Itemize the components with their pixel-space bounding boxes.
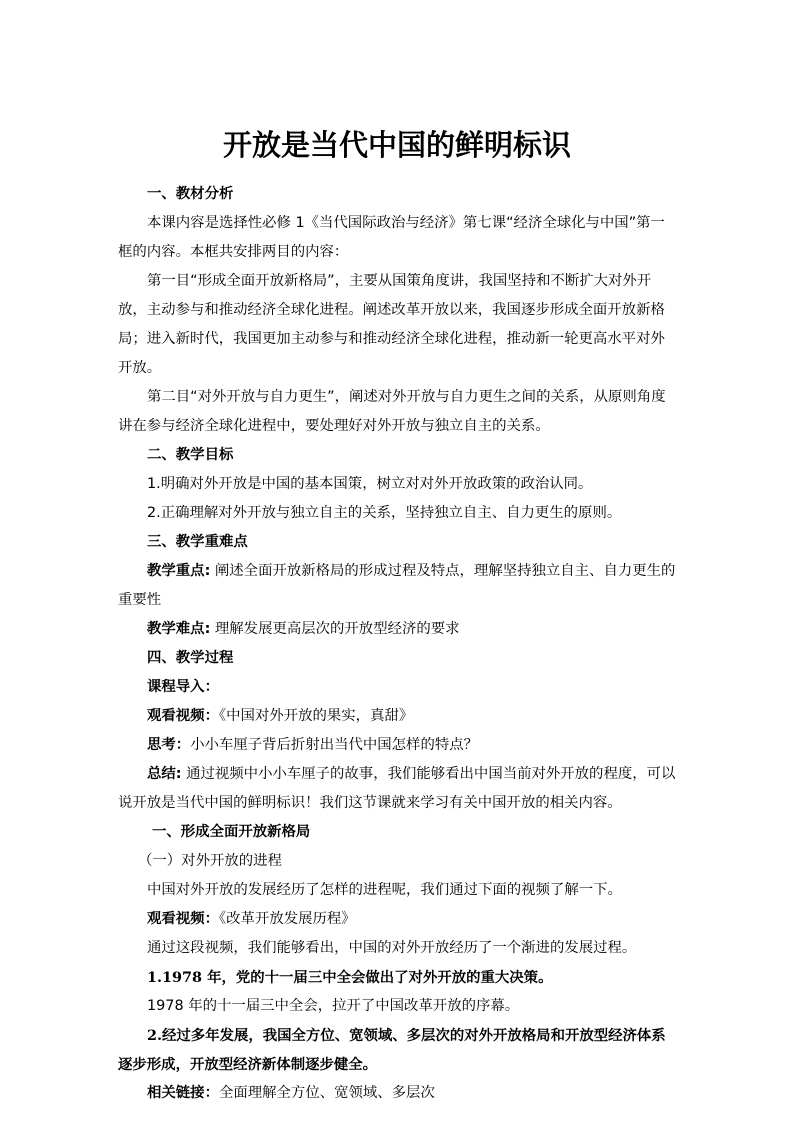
think-text: 小小车厘子背后折射出当代中国怎样的特点？ [190, 737, 479, 753]
point-2: 2.经过多年发展，我国全方位、宽领域、多层次的对外开放格局和开放型经济体系逐步形成，开放型经济新体制逐步健全。 [118, 1027, 666, 1073]
summary-label: 总结: [147, 766, 182, 782]
point-1: 1.1978 年，党的十一届三中全会做出了对外开放的重大决策。 [147, 969, 553, 986]
difficulty-text: 理解发展更高层次的开放型经济的要求 [210, 621, 460, 637]
document-body [118, 180, 678, 1108]
subsection1-paragraph-2: 通过这段视频，我们能够看出，中国的对外开放经历了一个渐进的发展过程。 [147, 940, 637, 956]
key-point-label: 教学重点: [147, 563, 211, 579]
related-link-paragraph [118, 1079, 678, 1108]
subsection1-paragraph-1: 中国对外开放的发展经历了怎样的进程呢，我们通过下面的视频了解一下。 [147, 882, 622, 898]
intro-label: 课程导入： [147, 679, 219, 695]
video2-title: 《改革开放发展历程》 [218, 911, 356, 927]
difficulty-label: 教学难点: [147, 621, 211, 637]
document-title: 开放是当代中国的鲜明标识 [222, 128, 571, 162]
key-point-text: 阐述全面开放新格局的形成过程及特点，理解坚持独立自主、自力更生的重要性 [118, 563, 676, 608]
part1-heading: 一、形成全面开放新格局 [152, 824, 311, 840]
section-heading-analysis: 一、教材分析 [147, 186, 234, 202]
video1-title: 《中国对外开放的果实，真甜》 [218, 708, 414, 724]
analysis-paragraph-2: 第一目“形成全面开放新格局”，主要从国策角度讲，我国坚持和不断扩大对外开放，主动参与和推动经济全球化进程。阐述改革开放以来，我国逐步形成全面开放新格局；进入新时代，我国更加主动参与和推动经济全球化进程，推动新一轮更高水平对外开放。 [118, 273, 665, 376]
summary-paragraph [118, 760, 678, 818]
think-paragraph [118, 731, 678, 760]
video2-label: 观看视频： [147, 911, 219, 927]
summary-text: 通过视频中小小车厘子的故事，我们能够看出中国当前对外开放的程度，可以说开放是当代中国的鲜明标识！我们这节课就来学习有关中国开放的相关内容。 [118, 766, 676, 811]
analysis-paragraph-3: 第二目“对外开放与自力更生”，阐述对外开放与自力更生之间的关系，从原则角度讲在参与经济全球化进程中，要处理好对外开放与独立自主的关系。 [118, 389, 666, 434]
difficulty-paragraph [118, 615, 678, 644]
section-heading-process: 四、教学过程 [147, 650, 234, 666]
related-link-label: 相关链接： [147, 1085, 219, 1101]
think-label: 思考： [147, 737, 191, 753]
key-point-paragraph [118, 557, 678, 615]
video1-label: 观看视频： [147, 708, 219, 724]
subsection1-heading: （一）对外开放的进程 [138, 853, 282, 869]
related-link-text: 全面理解全方位、宽领域、多层次 [218, 1085, 435, 1101]
goal-item-1: 1.明确对外开放是中国的基本国策，树立对对外开放政策的政治认同。 [147, 476, 593, 492]
video2-paragraph [118, 905, 678, 934]
analysis-paragraph-1: 本课内容是选择性必修 1《当代国际政治与经济》第七课“经济全球化与中国”第一框的内容。本框共安排两目的内容： [118, 215, 665, 260]
point-1-detail: 1978 年的十一届三中全会，拉开了中国改革开放的序幕。 [147, 998, 520, 1014]
section-heading-goals: 二、教学目标 [147, 447, 234, 463]
section-heading-key-points: 三、教学重难点 [147, 534, 248, 550]
goal-item-2: 2.正确理解对外开放与独立自主的关系，坚持独立自主、自力更生的原则。 [147, 505, 622, 521]
video1-paragraph [118, 702, 678, 731]
